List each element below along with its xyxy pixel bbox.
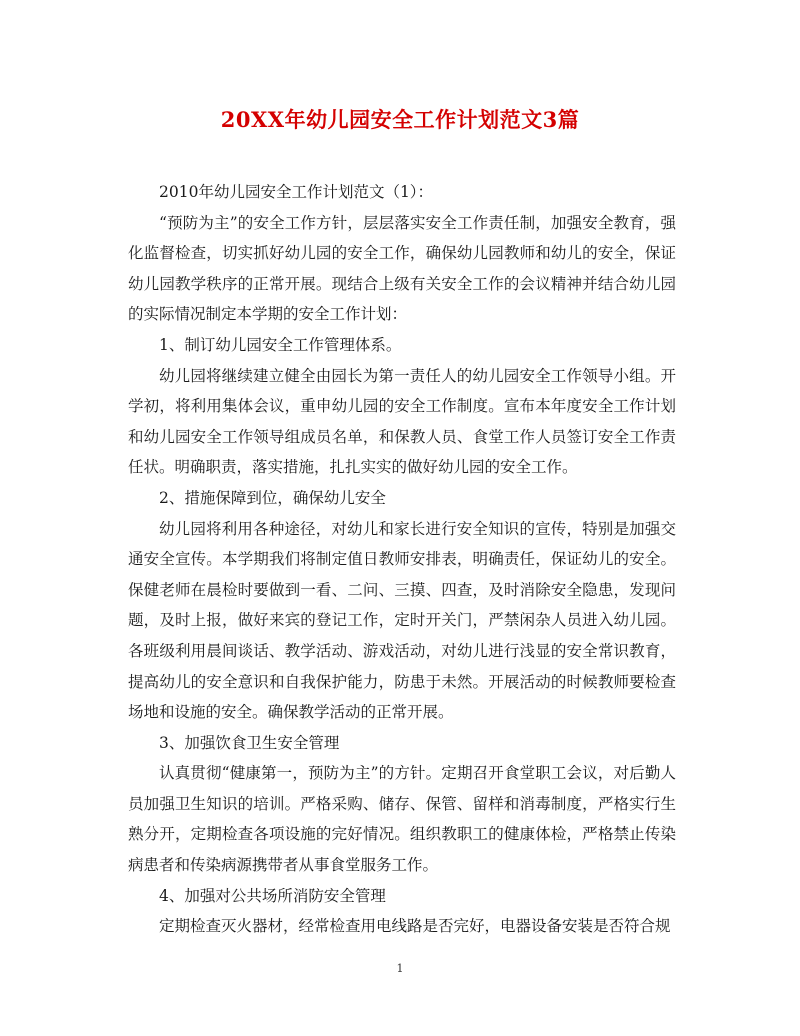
paragraph-section-2: 幼儿园将利用各种途径，对幼儿和家长进行安全知识的宣传，特别是加强交通安全宣传。本学期我们将制定值日教师安排表，明确责任，保证幼儿的安全。保健老师在晨检时要做到一看、二问、三摸、四查，及时消除安全隐患，发现问题，及时上报，做好来宾的登记工作，定时开关门，严禁闲杂人员进入幼儿园。各班级利用晨间谈话、教学活动、游戏活动，对幼儿进行浅显的安全常识教育，提高幼儿的安全意识和自我保护能力，防患于未然。开展活动的时候教师要检查场地和设施的安全。确保教学活动的正常开展。 xyxy=(128,519,676,722)
paragraph-intro-heading: 2010年幼儿园安全工作计划范文（1）： xyxy=(159,183,434,201)
paragraph-section-4: 定期检查灭火器材，经常检查用电线路是否完好，电器设备安装是否符合规 xyxy=(159,917,671,936)
paragraph-section-1: 幼儿园将继续建立健全由园长为第一责任人的幼儿园安全工作领导小组。开学初，将利用集体会议，重申幼儿园的安全工作制度。宣布本年度安全工作计划和幼儿园安全工作领导组成员名单，和保教人员、食堂工作人员签订安全工作责任状。明确职责，落实措施，扎扎实实的做好幼儿园的安全工作。 xyxy=(128,366,676,477)
page-number: 1 xyxy=(396,962,404,975)
document-body xyxy=(128,177,676,942)
section-heading-3: 3、加强饮食卫生安全管理 xyxy=(159,733,340,752)
section-heading-1: 1、制订幼儿园安全工作管理体系。 xyxy=(159,335,402,354)
section-heading-2: 2、措施保障到位，确保幼儿安全 xyxy=(159,488,386,507)
section-heading-4: 4、加强对公共场所消防安全管理 xyxy=(159,886,386,905)
document-title: 20XX年幼儿园安全工作计划范文3篇 xyxy=(220,107,580,132)
paragraph-policy: “预防为主”的安全工作方针，层层落实安全工作责任制，加强安全教育，强化监督检查，切实抓好幼儿园的安全工作，确保幼儿园教师和幼儿的安全，保证幼儿园教学秩序的正常开展。现结合上级有关安全工作的会议精神并结合幼儿园的实际情况制定本学期的安全工作计划： xyxy=(128,213,676,324)
paragraph-section-3: 认真贯彻“健康第一，预防为主”的方针。定期召开食堂职工会议，对后勤人员加强卫生知识的培训。严格采购、储存、保管、留样和消毒制度，严格实行生熟分开，定期检查各项设施的完好情况。组织教职工的健康体检，严格禁止传染病患者和传染病源携带者从事食堂服务工作。 xyxy=(128,764,676,875)
